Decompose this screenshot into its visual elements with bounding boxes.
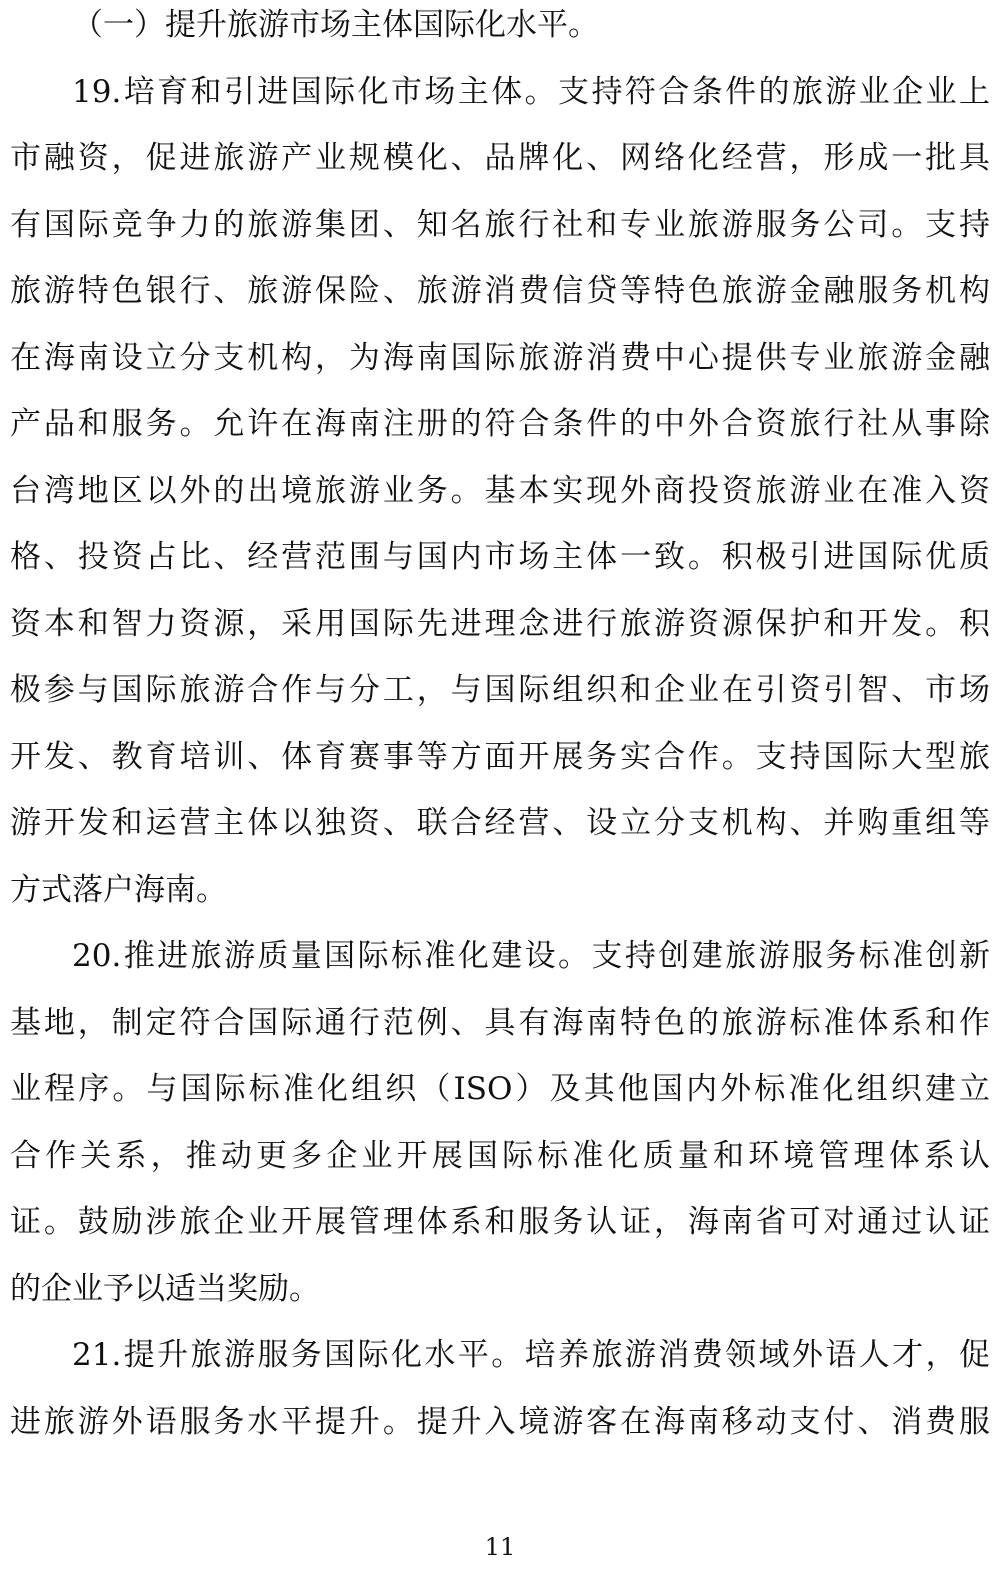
paragraph-19-line-11: 开发、教育培训、体育赛事等方面开展务实合作。支持国际大型旅: [10, 738, 990, 775]
paragraph-19-line-10: 极参与国际旅游合作与分工，与国际组织和企业在引资引智、市场: [10, 672, 990, 708]
paragraph-19-line-2: 市融资，促进旅游产业规模化、品牌化、网络化经营，形成一批具: [10, 140, 990, 176]
paragraph-19-line-7: 台湾地区以外的出境旅游业务。基本实现外商投资旅游业在准入资: [10, 472, 990, 509]
page-number: 11: [484, 1533, 516, 1561]
section-heading: （一）提升旅游市场主体国际化水平。: [72, 7, 599, 43]
paragraph-19-line-8: 格、投资占比、经营范围与国内市场主体一致。积极引进国际优质: [10, 539, 990, 575]
paragraph-20-line-3: 业程序。与国际标准化组织（ISO）及其他国内外标准化组织建立: [10, 1071, 990, 1107]
paragraph-19-line-5: 在海南设立分支机构，为海南国际旅游消费中心提供专业旅游金融: [10, 339, 990, 376]
paragraph-19-line-6: 产品和服务。允许在海南注册的符合条件的中外合资旅行社从事除: [10, 406, 990, 442]
paragraph-20-line-6: 的企业予以适当奖励。: [10, 1270, 320, 1307]
paragraph-20-line-4: 合作关系，推动更多企业开展国际标准化质量和环境管理体系认: [10, 1137, 990, 1174]
paragraph-20-line-2: 基地，制定符合国际通行范例、具有海南特色的旅游标准体系和作: [10, 1004, 990, 1041]
paragraph-20-line-1: 20.推进旅游质量国际标准化建设。支持创建旅游服务标准创新: [72, 938, 990, 974]
paragraph-19-line-4: 旅游特色银行、旅游保险、旅游消费信贷等特色旅游金融服务机构: [10, 273, 990, 309]
paragraph-21-line-1: 21.提升旅游服务国际化水平。培养旅游消费领域外语人才，促: [72, 1337, 990, 1373]
paragraph-19-line-13: 方式落户海南。: [10, 871, 227, 908]
paragraph-19-line-3: 有国际竞争力的旅游集团、知名旅行社和专业旅游服务公司。支持: [10, 206, 990, 243]
paragraph-21-line-2: 进旅游外语服务水平提升。提升入境游客在海南移动支付、消费服: [10, 1403, 990, 1440]
paragraph-19-line-9: 资本和智力资源，采用国际先进理念进行旅游资源保护和开发。积: [10, 605, 990, 642]
paragraph-19-line-1: 19.培育和引进国际化市场主体。支持符合条件的旅游业企业上: [72, 73, 990, 110]
paragraph-20-line-5: 证。鼓励涉旅企业开展管理体系和服务认证，海南省可对通过认证: [10, 1204, 990, 1240]
body-text: [10, 0, 990, 1463]
paragraph-19-line-12: 游开发和运营主体以独资、联合经营、设立分支机构、并购重组等: [10, 805, 990, 841]
